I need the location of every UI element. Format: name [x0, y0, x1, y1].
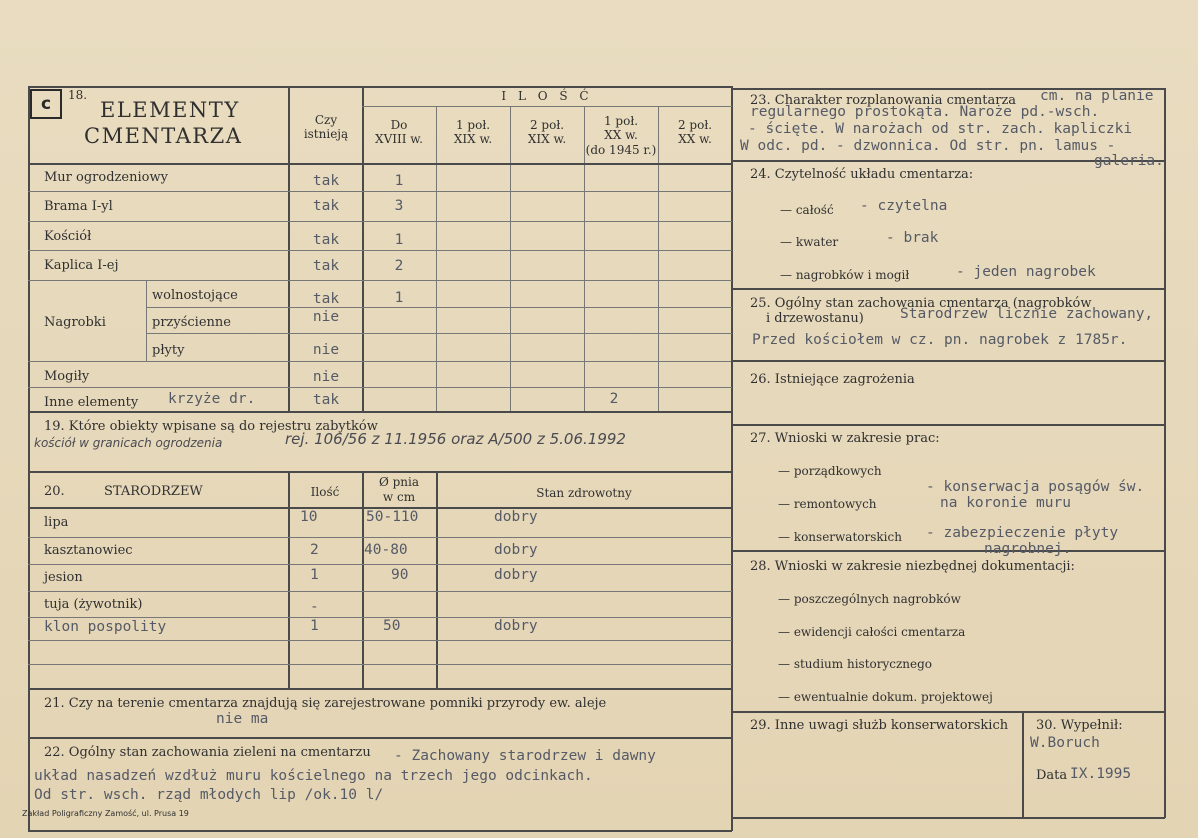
- nature-label: 21. Czy na terenie cmentarza znajdują się zarejestrowane pomniki przyrody ew. aleje: [44, 696, 607, 711]
- frame-bottom-left: [28, 830, 732, 832]
- tree-health-kasztanowiec: dobry: [494, 542, 538, 558]
- frame-middle: [731, 86, 733, 831]
- nature-answer: nie ma: [216, 711, 269, 727]
- exists-inne: tak: [312, 392, 340, 408]
- period-col-3b: XIX w.: [527, 132, 567, 146]
- count-kaplica: 2: [394, 258, 404, 274]
- frame-left: [28, 86, 30, 831]
- docs-item-design: — ewentualnie dokum. projektowej: [778, 690, 993, 704]
- row-label-mur: Mur ogrodzeniowy: [44, 170, 168, 185]
- ilosc-header: I L O Ś Ć: [501, 89, 593, 103]
- trees-col-count: Ilość: [310, 485, 340, 499]
- tree-diameter-klon: 50: [383, 618, 401, 634]
- legibility-value-graves: - jeden nagrobek: [956, 264, 1096, 280]
- layout-char-label: 23. Charakter rozplanowania cmentarza: [750, 93, 1017, 108]
- row-label-wolnostojace: wolnostojące: [152, 288, 238, 303]
- legibility-label: 24. Czytelność układu cmentarza:: [750, 167, 974, 182]
- elements-title-2: CMENTARZA: [84, 124, 243, 148]
- layout-char-line-3: - ścięte. W narożach od str. zach. kapliczki: [748, 121, 1133, 137]
- trees-number: 20.: [44, 484, 65, 499]
- section-18-number: 18.: [68, 88, 88, 102]
- legibility-value-whole: - czytelna: [860, 198, 948, 214]
- condition-label-1: 25. Ogólny stan zachowania cmentarza (nagrobków: [750, 296, 1092, 311]
- date-value: IX.1995: [1070, 766, 1132, 782]
- tree-diameter-lipa: 50-110: [366, 509, 419, 525]
- count-inne-xx1: 2: [609, 391, 619, 407]
- elements-title-1: ELEMENTY: [100, 98, 240, 122]
- tree-count-tuja: -: [310, 599, 319, 615]
- condition-label-2: i drzewostanu): [766, 311, 864, 326]
- col-exists-1: Czy: [314, 113, 338, 127]
- docs-item-graves: — poszczególnych nagrobków: [778, 592, 961, 606]
- exists-kosciol: tak: [312, 232, 340, 248]
- tree-count-jesion: 1: [310, 567, 319, 583]
- count-wolnostojace: 1: [394, 290, 404, 306]
- tree-health-lipa: dobry: [494, 509, 538, 525]
- layout-char-line-1: cm. na planie: [1040, 88, 1154, 104]
- period-col-4c: (do 1945 r.): [585, 143, 657, 157]
- docs-item-history: — studium historycznego: [778, 657, 933, 671]
- row-label-mogily: Mogiły: [44, 369, 90, 384]
- legibility-item-graves: — nagrobków i mogił: [780, 268, 910, 282]
- tree-count-klon: 1: [310, 618, 319, 634]
- registry-handwritten-right: rej. 106/56 z 11.1956 oraz A/500 z 5.06.1992: [285, 430, 626, 448]
- legibility-value-quarters: - brak: [886, 230, 939, 246]
- tree-count-lipa: 10: [300, 509, 318, 525]
- period-col-1b: XVIII w.: [375, 132, 423, 146]
- period-col-1a: Do: [390, 118, 408, 132]
- condition-line-2: Przed kościołem w cz. pn. nagrobek z 1785r.: [752, 332, 1128, 348]
- works-item-conservation: — konserwatorskich: [778, 530, 902, 544]
- works-renovation-line-1: - konserwacja posągów św.: [926, 479, 1145, 495]
- legibility-item-quarters: — kwater: [780, 235, 839, 249]
- tree-health-klon: dobry: [494, 618, 538, 634]
- layout-char-line-4: W odc. pd. - dzwonnica. Od str. pn. lamus -: [740, 138, 1116, 154]
- greenery-line-3: Od str. wsch. rząd młodych lip /ok.10 l/: [34, 787, 384, 803]
- registry-label: 19. Które obiekty wpisane są do rejestru zabytków: [44, 419, 378, 434]
- frame-right: [1164, 88, 1166, 818]
- trees-col-diameter-2: w cm: [382, 490, 416, 504]
- period-col-4b: XX w.: [604, 128, 638, 142]
- tree-name-tuja: tuja (żywotnik): [44, 597, 143, 612]
- col-exists-2: istnieją: [303, 127, 349, 141]
- period-col-3a: 2 poł.: [529, 118, 565, 132]
- condition-line-1: Starodrzew licznie zachowany,: [900, 306, 1154, 322]
- row-label-kaplica: Kaplica I-ej: [44, 258, 119, 273]
- filled-name: W.Boruch: [1030, 735, 1100, 751]
- exists-mogily: nie: [312, 369, 340, 385]
- exists-plyty: nie: [312, 342, 340, 358]
- row-label-plyty: płyty: [152, 343, 185, 358]
- trees-col-health: Stan zdrowotny: [536, 486, 632, 500]
- works-item-cleanup: — porządkowych: [778, 464, 882, 478]
- row-label-przyscienne: przyścienne: [152, 315, 231, 330]
- section-c-box: c: [30, 89, 62, 119]
- exists-brama: tak: [312, 198, 340, 214]
- row-label-kosciol: Kościół: [44, 229, 92, 244]
- tree-name-lipa: lipa: [44, 515, 69, 530]
- count-mur: 1: [394, 173, 404, 189]
- tree-name-klon: klon pospolity: [44, 619, 167, 635]
- docs-item-records: — ewidencji całości cmentarza: [778, 625, 966, 639]
- exists-mur: tak: [312, 173, 340, 189]
- period-col-5b: XX w.: [678, 132, 712, 146]
- period-col-4a: 1 poł.: [603, 114, 639, 128]
- greenery-line-2: układ nasadzeń wzdłuż muru kościelnego na trzech jego odcinkach.: [34, 768, 593, 784]
- filled-label: 30. Wypełnił:: [1036, 718, 1123, 733]
- tree-health-jesion: dobry: [494, 567, 538, 583]
- threats-label: 26. Istniejące zagrożenia: [750, 372, 915, 387]
- layout-char-line-2: regularnego prostokąta. Naroże pd.-wsch.: [750, 104, 1100, 120]
- exists-kaplica: tak: [312, 258, 340, 274]
- layout-char-line-5: galeria.: [1094, 153, 1164, 169]
- exists-przyscienne: nie: [312, 309, 340, 325]
- trees-col-diameter-1: Ø pnia: [378, 475, 420, 489]
- works-renovation-line-2: na koronie muru: [940, 495, 1071, 511]
- frame-bottom-right: [731, 817, 1165, 819]
- docs-label: 28. Wnioski w zakresie niezbędnej dokumentacji:: [750, 559, 1075, 574]
- exists-wolnostojace: tak: [312, 291, 340, 307]
- works-conservation-line-1: - zabezpieczenie płyty: [926, 525, 1119, 541]
- tree-diameter-kasztanowiec: 40-80: [364, 542, 408, 558]
- period-col-5a: 2 poł.: [677, 118, 713, 132]
- row-label-nagrobki: Nagrobki: [44, 315, 106, 330]
- trees-title: STARODRZEW: [104, 484, 203, 499]
- tree-diameter-jesion: 90: [391, 567, 409, 583]
- legibility-item-whole: — całość: [780, 203, 834, 217]
- registry-handwritten-left: kościół w granicach ogrodzenia: [34, 436, 223, 450]
- row-inne-extra: krzyże dr.: [168, 391, 256, 407]
- printer-footer: Zakład Poligraficzny Zamość, ul. Prusa 19: [22, 809, 189, 818]
- row-label-brama: Brama I-yl: [44, 199, 113, 214]
- period-col-2a: 1 poł.: [455, 118, 491, 132]
- greenery-line-1: - Zachowany starodrzew i dawny: [394, 748, 656, 764]
- period-col-2b: XIX w.: [453, 132, 493, 146]
- works-item-renovation: — remontowych: [778, 497, 877, 511]
- date-label: Data: [1036, 768, 1068, 783]
- greenery-label: 22. Ogólny stan zachowania zieleni na cmentarzu: [44, 745, 371, 760]
- tree-name-jesion: jesion: [44, 570, 83, 585]
- works-label: 27. Wnioski w zakresie prac:: [750, 431, 940, 446]
- row-label-inne: Inne elementy: [44, 395, 139, 410]
- tree-name-kasztanowiec: kasztanowiec: [44, 543, 133, 558]
- tree-count-kasztanowiec: 2: [310, 542, 319, 558]
- count-brama: 3: [394, 198, 404, 214]
- count-kosciol: 1: [394, 232, 404, 248]
- frame-top-left: [28, 86, 732, 88]
- remarks-label: 29. Inne uwagi służb konserwatorskich: [750, 718, 1009, 733]
- works-conservation-line-2: nagrobnej.: [984, 541, 1072, 557]
